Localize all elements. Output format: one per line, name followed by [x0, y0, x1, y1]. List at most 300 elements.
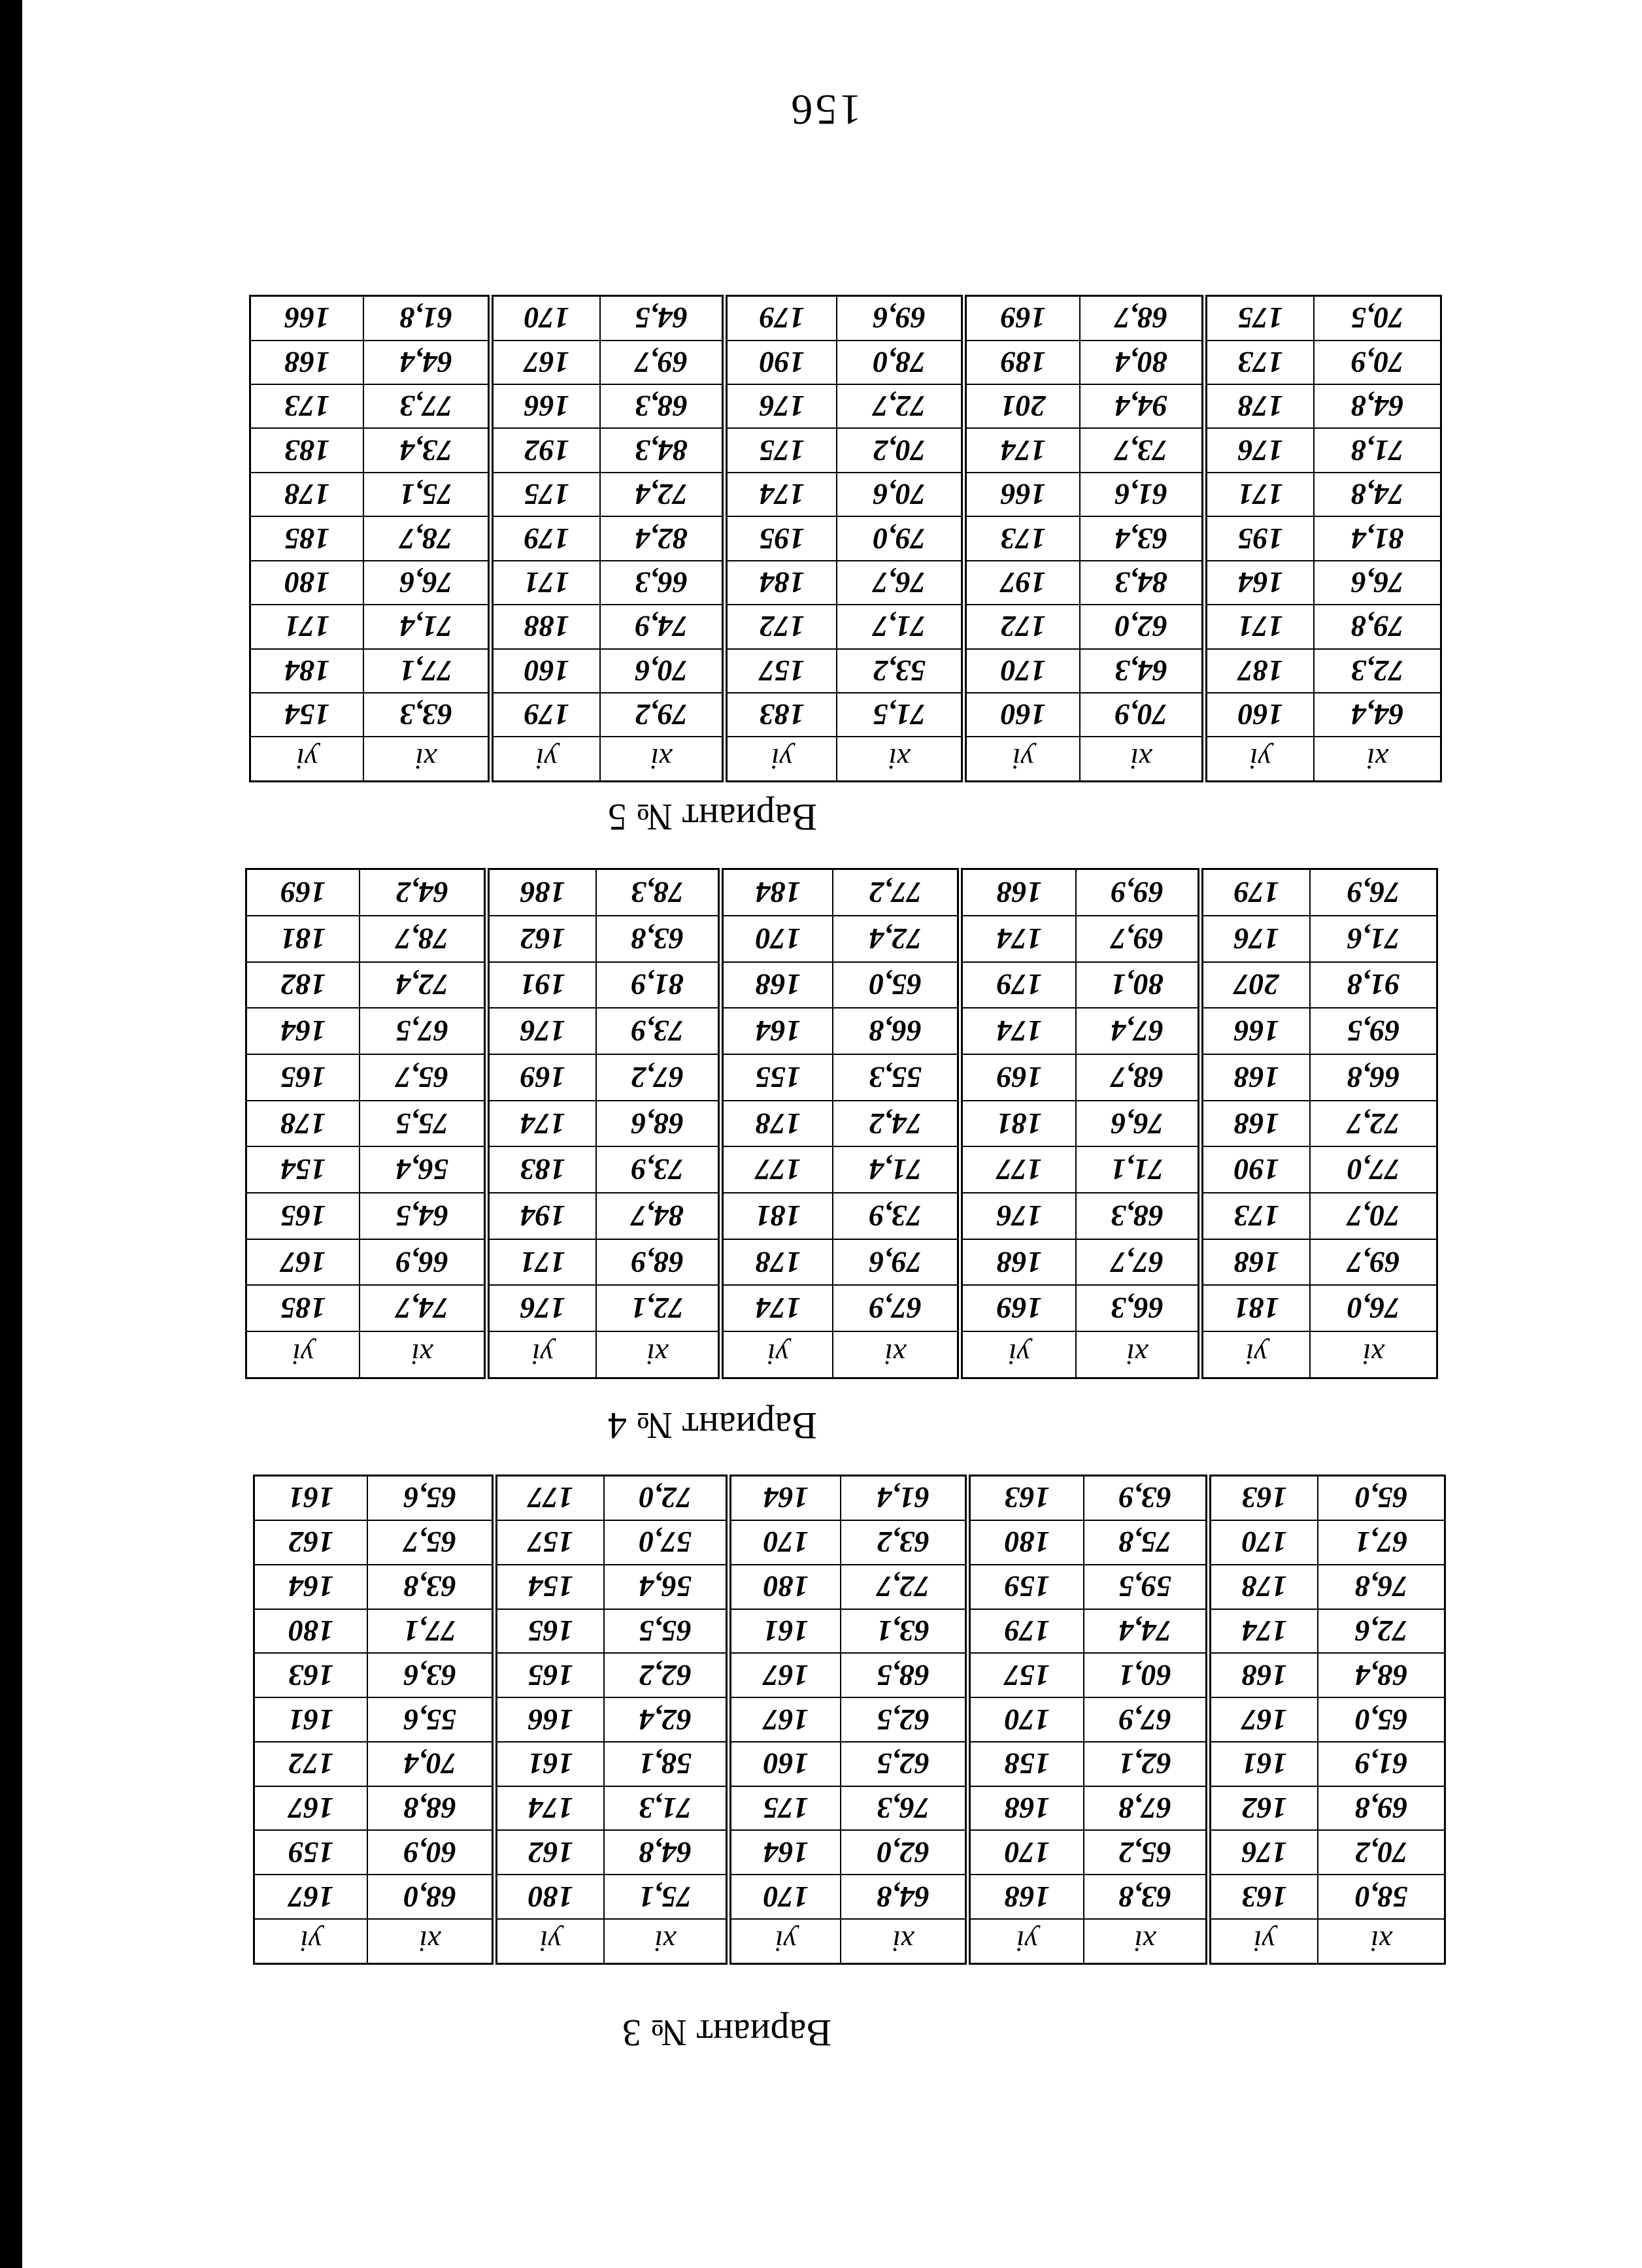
table-row: [254, 1609, 1445, 1654]
cell-y-value: 159: [968, 1565, 1084, 1609]
cell-y-value: 171: [1205, 473, 1315, 516]
column-header-x: xi: [601, 737, 725, 781]
cell-x-value: 74,4: [1084, 1609, 1209, 1654]
cell-x-value: 76,9: [1311, 869, 1437, 916]
cell-y-value: 176: [1209, 1831, 1318, 1875]
cell-x-value: 65,7: [368, 1520, 495, 1565]
column-header-y: yi: [246, 1331, 360, 1378]
cell-y-value: 167: [254, 1786, 368, 1831]
cell-y-value: 174: [1209, 1609, 1318, 1654]
cell-x-value: 81,9: [597, 962, 721, 1009]
cell-x-value: 84,3: [601, 429, 725, 473]
cell-y-value: 170: [721, 916, 833, 962]
cell-x-value: 67,2: [597, 1054, 721, 1101]
column-header-y: yi: [964, 737, 1081, 781]
table-row: [246, 1285, 1437, 1331]
column-header-y: yi: [725, 737, 837, 781]
cell-x-value: 72,7: [837, 384, 964, 428]
cell-y-value: 157: [968, 1653, 1084, 1697]
cell-y-value: 163: [1209, 1875, 1318, 1919]
cell-x-value: 82,4: [601, 516, 725, 560]
column-header-x: xi: [1084, 1919, 1209, 1963]
column-header-y: yi: [491, 737, 601, 781]
cell-x-value: 62,0: [1081, 605, 1205, 648]
cell-y-value: 171: [1205, 605, 1315, 648]
cell-x-value: 75,1: [364, 473, 491, 516]
table-row: [254, 1831, 1445, 1875]
cell-y-value: 172: [254, 1742, 368, 1786]
cell-y-value: 170: [729, 1875, 841, 1919]
cell-x-value: 69,8: [1318, 1786, 1445, 1831]
cell-y-value: 183: [487, 1146, 597, 1193]
table-row: [250, 693, 1441, 737]
cell-y-value: 163: [968, 1476, 1084, 1520]
cell-y-value: 157: [495, 1520, 605, 1565]
cell-y-value: 176: [487, 1008, 597, 1054]
cell-y-value: 174: [960, 1008, 1077, 1054]
cell-y-value: 176: [1201, 916, 1311, 962]
cell-x-value: 68,7: [1081, 296, 1205, 341]
cell-y-value: 178: [1205, 384, 1315, 428]
cell-y-value: 168: [250, 341, 364, 384]
column-header-y: yi: [1209, 1919, 1318, 1963]
cell-y-value: 176: [725, 384, 837, 428]
cell-y-value: 170: [968, 1831, 1084, 1875]
cell-x-value: 72,1: [597, 1285, 721, 1331]
cell-x-value: 84,7: [597, 1193, 721, 1239]
cell-x-value: 65,2: [1084, 1831, 1209, 1875]
cell-x-value: 55,6: [368, 1697, 495, 1742]
table-row: [254, 1476, 1445, 1520]
cell-y-value: 167: [246, 1239, 360, 1286]
cell-x-value: 68,8: [368, 1786, 495, 1831]
cell-x-value: 74,9: [601, 605, 725, 648]
cell-x-value: 78,0: [837, 341, 964, 384]
cell-x-value: 58,0: [1318, 1875, 1445, 1919]
cell-x-value: 77,0: [1311, 1146, 1437, 1193]
cell-y-value: 176: [960, 1193, 1077, 1239]
cell-y-value: 168: [721, 962, 833, 1009]
cell-x-value: 66,8: [1311, 1054, 1437, 1101]
cell-y-value: 161: [495, 1742, 605, 1786]
cell-x-value: 64,5: [360, 1193, 487, 1239]
cell-y-value: 179: [1201, 869, 1311, 916]
cell-y-value: 173: [250, 384, 364, 428]
cell-y-value: 163: [1209, 1476, 1318, 1520]
table-row: [246, 1146, 1437, 1193]
column-header-y: yi: [487, 1331, 597, 1378]
cell-x-value: 69,9: [1077, 869, 1201, 916]
page-number: 156: [788, 86, 862, 133]
cell-y-value: 179: [968, 1609, 1084, 1654]
column-header-x: xi: [368, 1919, 495, 1963]
cell-x-value: 57,0: [605, 1520, 729, 1565]
cell-x-value: 70,5: [1315, 296, 1441, 341]
cell-x-value: 67,5: [360, 1008, 487, 1054]
cell-y-value: 173: [1205, 341, 1315, 384]
cell-x-value: 75,1: [605, 1875, 729, 1919]
cell-x-value: 63,4: [1081, 516, 1205, 560]
cell-y-value: 168: [1201, 1054, 1311, 1101]
cell-y-value: 185: [246, 1285, 360, 1331]
column-header-x: xi: [605, 1919, 729, 1963]
cell-x-value: 76,7: [837, 561, 964, 605]
cell-x-value: 72,7: [841, 1565, 968, 1609]
column-header-x: xi: [1081, 737, 1205, 781]
cell-y-value: 158: [968, 1742, 1084, 1786]
cell-x-value: 69,7: [1077, 916, 1201, 962]
cell-x-value: 94,4: [1081, 384, 1205, 428]
cell-x-value: 56,4: [605, 1565, 729, 1609]
cell-x-value: 62,4: [605, 1697, 729, 1742]
table-row: [246, 916, 1437, 962]
cell-y-value: 154: [246, 1146, 360, 1193]
cell-y-value: 161: [1209, 1742, 1318, 1786]
table-header-row: [246, 1331, 1437, 1378]
cell-x-value: 60,1: [1084, 1653, 1209, 1697]
variant-3-table: [253, 1475, 1446, 1965]
cell-y-value: 184: [250, 649, 364, 693]
cell-x-value: 80,4: [1081, 341, 1205, 384]
cell-y-value: 171: [487, 1239, 597, 1286]
column-header-x: xi: [841, 1919, 968, 1963]
cell-y-value: 168: [1201, 1239, 1311, 1286]
variant-4-title: Вариант № 4: [608, 1405, 817, 1447]
cell-x-value: 63,9: [1084, 1476, 1209, 1520]
cell-x-value: 79,0: [837, 516, 964, 560]
table-row: [254, 1786, 1445, 1831]
cell-y-value: 155: [721, 1054, 833, 1101]
cell-x-value: 70,7: [1311, 1193, 1437, 1239]
cell-x-value: 78,3: [597, 869, 721, 916]
cell-x-value: 53,2: [837, 649, 964, 693]
cell-x-value: 77,3: [364, 384, 491, 428]
cell-x-value: 61,8: [364, 296, 491, 341]
cell-y-value: 167: [491, 341, 601, 384]
cell-y-value: 181: [246, 916, 360, 962]
cell-x-value: 71,8: [1315, 429, 1441, 473]
cell-y-value: 181: [1201, 1285, 1311, 1331]
cell-x-value: 72,3: [1315, 649, 1441, 693]
column-header-y: yi: [729, 1919, 841, 1963]
cell-x-value: 69,5: [1311, 1008, 1437, 1054]
cell-x-value: 63,1: [841, 1609, 968, 1654]
cell-x-value: 68,6: [597, 1101, 721, 1147]
cell-x-value: 65,5: [605, 1609, 729, 1654]
cell-y-value: 180: [254, 1609, 368, 1654]
table-row: [246, 1054, 1437, 1101]
cell-x-value: 75,5: [360, 1101, 487, 1147]
cell-y-value: 177: [721, 1146, 833, 1193]
cell-y-value: 160: [964, 693, 1081, 737]
cell-x-value: 62,1: [1084, 1742, 1209, 1786]
cell-y-value: 175: [1205, 296, 1315, 341]
cell-x-value: 69,7: [601, 341, 725, 384]
cell-y-value: 169: [246, 869, 360, 916]
cell-x-value: 72,6: [1318, 1609, 1445, 1654]
cell-y-value: 176: [1205, 429, 1315, 473]
cell-x-value: 70,2: [1318, 1831, 1445, 1875]
cell-x-value: 74,8: [1315, 473, 1441, 516]
table-row: [250, 516, 1441, 560]
cell-y-value: 186: [487, 869, 597, 916]
cell-x-value: 72,4: [360, 962, 487, 1009]
cell-x-value: 63,8: [1084, 1875, 1209, 1919]
cell-x-value: 78,7: [360, 916, 487, 962]
cell-y-value: 168: [960, 1239, 1077, 1286]
table-row: [250, 429, 1441, 473]
cell-x-value: 74,2: [833, 1101, 960, 1147]
cell-y-value: 173: [964, 516, 1081, 560]
cell-y-value: 166: [964, 473, 1081, 516]
cell-y-value: 163: [254, 1653, 368, 1697]
cell-y-value: 162: [254, 1520, 368, 1565]
cell-x-value: 62,0: [841, 1831, 968, 1875]
table-row: [254, 1697, 1445, 1742]
table-row: [250, 561, 1441, 605]
cell-y-value: 165: [246, 1054, 360, 1101]
cell-x-value: 68,9: [597, 1239, 721, 1286]
table-row: [246, 869, 1437, 916]
cell-x-value: 66,3: [601, 561, 725, 605]
cell-y-value: 175: [491, 473, 601, 516]
cell-y-value: 160: [729, 1742, 841, 1786]
cell-x-value: 72,0: [605, 1476, 729, 1520]
cell-x-value: 69,6: [837, 296, 964, 341]
cell-y-value: 161: [254, 1697, 368, 1742]
column-header-x: xi: [1318, 1919, 1445, 1963]
cell-y-value: 159: [254, 1831, 368, 1875]
cell-x-value: 64,2: [360, 869, 487, 916]
table-row: [250, 296, 1441, 341]
cell-y-value: 180: [495, 1875, 605, 1919]
cell-x-value: 77,2: [833, 869, 960, 916]
cell-x-value: 61,6: [1081, 473, 1205, 516]
cell-x-value: 79,8: [1315, 605, 1441, 648]
cell-y-value: 188: [491, 605, 601, 648]
cell-y-value: 165: [495, 1609, 605, 1654]
cell-y-value: 170: [968, 1697, 1084, 1742]
cell-y-value: 162: [1209, 1786, 1318, 1831]
cell-y-value: 173: [1201, 1193, 1311, 1239]
cell-x-value: 76,6: [1077, 1101, 1201, 1147]
cell-x-value: 77,1: [368, 1609, 495, 1654]
table-row: [250, 473, 1441, 516]
cell-x-value: 91,8: [1311, 962, 1437, 1009]
variant-3-title: Вариант № 3: [622, 2012, 831, 2054]
column-header-y: yi: [250, 737, 364, 781]
column-header-y: yi: [721, 1331, 833, 1378]
column-header-y: yi: [254, 1919, 368, 1963]
cell-y-value: 176: [487, 1285, 597, 1331]
variant-5-table: [249, 295, 1442, 782]
cell-x-value: 67,9: [833, 1285, 960, 1331]
cell-x-value: 65,0: [1318, 1697, 1445, 1742]
table-row: [254, 1742, 1445, 1786]
cell-x-value: 70,9: [1081, 693, 1205, 737]
table-row: [254, 1653, 1445, 1697]
cell-x-value: 65,7: [360, 1054, 487, 1101]
cell-x-value: 76,0: [1311, 1285, 1437, 1331]
cell-y-value: 168: [1201, 1101, 1311, 1147]
table-header-row: [254, 1919, 1445, 1963]
cell-y-value: 154: [495, 1565, 605, 1609]
cell-y-value: 172: [964, 605, 1081, 648]
cell-y-value: 164: [1205, 561, 1315, 605]
cell-x-value: 62,2: [605, 1653, 729, 1697]
table-row: [250, 384, 1441, 428]
cell-x-value: 74,7: [360, 1285, 487, 1331]
cell-y-value: 178: [721, 1101, 833, 1147]
cell-x-value: 59,5: [1084, 1565, 1209, 1609]
cell-x-value: 64,8: [1315, 384, 1441, 428]
cell-y-value: 190: [725, 341, 837, 384]
cell-y-value: 168: [968, 1786, 1084, 1831]
cell-y-value: 168: [968, 1875, 1084, 1919]
cell-x-value: 67,1: [1318, 1520, 1445, 1565]
table-row: [246, 1101, 1437, 1147]
column-header-y: yi: [1201, 1331, 1311, 1378]
cell-y-value: 161: [729, 1609, 841, 1654]
cell-y-value: 168: [1209, 1653, 1318, 1697]
cell-x-value: 78,7: [364, 516, 491, 560]
cell-x-value: 71,6: [1311, 916, 1437, 962]
cell-x-value: 64,3: [1081, 649, 1205, 693]
cell-y-value: 178: [246, 1101, 360, 1147]
cell-y-value: 168: [960, 869, 1077, 916]
cell-x-value: 72,7: [1311, 1101, 1437, 1147]
cell-y-value: 195: [725, 516, 837, 560]
cell-y-value: 184: [725, 561, 837, 605]
cell-y-value: 174: [721, 1285, 833, 1331]
cell-x-value: 56,4: [360, 1146, 487, 1193]
column-header-x: xi: [1311, 1331, 1437, 1378]
cell-y-value: 166: [491, 384, 601, 428]
cell-y-value: 166: [1201, 1008, 1311, 1054]
cell-y-value: 162: [495, 1831, 605, 1875]
cell-y-value: 157: [725, 649, 837, 693]
cell-x-value: 70,4: [368, 1742, 495, 1786]
cell-x-value: 66,9: [360, 1239, 487, 1286]
cell-y-value: 169: [960, 1054, 1077, 1101]
cell-y-value: 189: [964, 341, 1081, 384]
cell-x-value: 84,3: [1081, 561, 1205, 605]
cell-y-value: 182: [246, 962, 360, 1009]
cell-x-value: 71,1: [1077, 1146, 1201, 1193]
cell-y-value: 179: [491, 516, 601, 560]
cell-x-value: 63,2: [841, 1520, 968, 1565]
cell-x-value: 67,4: [1077, 1008, 1201, 1054]
cell-x-value: 65,0: [833, 962, 960, 1009]
cell-y-value: 184: [721, 869, 833, 916]
cell-y-value: 172: [725, 605, 837, 648]
cell-y-value: 164: [721, 1008, 833, 1054]
cell-x-value: 58,1: [605, 1742, 729, 1786]
cell-x-value: 70,2: [837, 429, 964, 473]
cell-x-value: 63,3: [364, 693, 491, 737]
cell-x-value: 71,4: [833, 1146, 960, 1193]
cell-x-value: 70,6: [837, 473, 964, 516]
cell-y-value: 160: [1205, 693, 1315, 737]
cell-y-value: 164: [729, 1476, 841, 1520]
cell-x-value: 76,8: [1318, 1565, 1445, 1609]
column-header-x: xi: [360, 1331, 487, 1378]
cell-x-value: 70,9: [1315, 341, 1441, 384]
column-header-x: xi: [364, 737, 491, 781]
cell-x-value: 76,6: [1315, 561, 1441, 605]
cell-x-value: 75,8: [1084, 1520, 1209, 1565]
cell-y-value: 194: [487, 1193, 597, 1239]
cell-y-value: 169: [960, 1285, 1077, 1331]
table-row: [250, 649, 1441, 693]
cell-y-value: 183: [725, 693, 837, 737]
cell-y-value: 177: [495, 1476, 605, 1520]
cell-y-value: 195: [1205, 516, 1315, 560]
table-row: [246, 962, 1437, 1009]
cell-y-value: 180: [250, 561, 364, 605]
cell-y-value: 164: [254, 1565, 368, 1609]
cell-y-value: 178: [1209, 1565, 1318, 1609]
cell-x-value: 55,3: [833, 1054, 960, 1101]
cell-y-value: 170: [729, 1520, 841, 1565]
cell-y-value: 154: [250, 693, 364, 737]
cell-x-value: 68,0: [368, 1875, 495, 1919]
cell-y-value: 166: [250, 296, 364, 341]
cell-y-value: 166: [495, 1697, 605, 1742]
cell-x-value: 63,6: [368, 1653, 495, 1697]
cell-y-value: 201: [964, 384, 1081, 428]
cell-y-value: 177: [960, 1146, 1077, 1193]
cell-y-value: 170: [1209, 1520, 1318, 1565]
cell-x-value: 68,5: [841, 1653, 968, 1697]
cell-x-value: 67,9: [1084, 1697, 1209, 1742]
cell-y-value: 179: [491, 693, 601, 737]
cell-x-value: 77,1: [364, 649, 491, 693]
column-header-x: xi: [833, 1331, 960, 1378]
cell-x-value: 64,4: [1315, 693, 1441, 737]
cell-y-value: 162: [487, 916, 597, 962]
table-row: [254, 1875, 1445, 1919]
cell-x-value: 73,9: [597, 1008, 721, 1054]
cell-y-value: 169: [964, 296, 1081, 341]
cell-y-value: 192: [491, 429, 601, 473]
cell-y-value: 180: [968, 1520, 1084, 1565]
cell-y-value: 174: [495, 1786, 605, 1831]
cell-x-value: 68,3: [1077, 1193, 1201, 1239]
cell-x-value: 65,0: [1318, 1476, 1445, 1520]
cell-y-value: 181: [960, 1101, 1077, 1147]
cell-y-value: 160: [491, 649, 601, 693]
column-header-x: xi: [597, 1331, 721, 1378]
cell-x-value: 68,4: [1318, 1653, 1445, 1697]
cell-y-value: 175: [729, 1786, 841, 1831]
cell-x-value: 79,6: [833, 1239, 960, 1286]
table-header-row: [250, 737, 1441, 781]
table-row: [246, 1193, 1437, 1239]
cell-x-value: 64,5: [601, 296, 725, 341]
cell-y-value: 167: [254, 1875, 368, 1919]
cell-y-value: 170: [964, 649, 1081, 693]
cell-x-value: 64,8: [605, 1831, 729, 1875]
cell-y-value: 174: [964, 429, 1081, 473]
cell-y-value: 178: [250, 473, 364, 516]
cell-x-value: 81,4: [1315, 516, 1441, 560]
cell-y-value: 197: [964, 561, 1081, 605]
cell-y-value: 191: [487, 962, 597, 1009]
cell-y-value: 171: [491, 561, 601, 605]
cell-x-value: 71,5: [837, 693, 964, 737]
cell-x-value: 61,9: [1318, 1742, 1445, 1786]
